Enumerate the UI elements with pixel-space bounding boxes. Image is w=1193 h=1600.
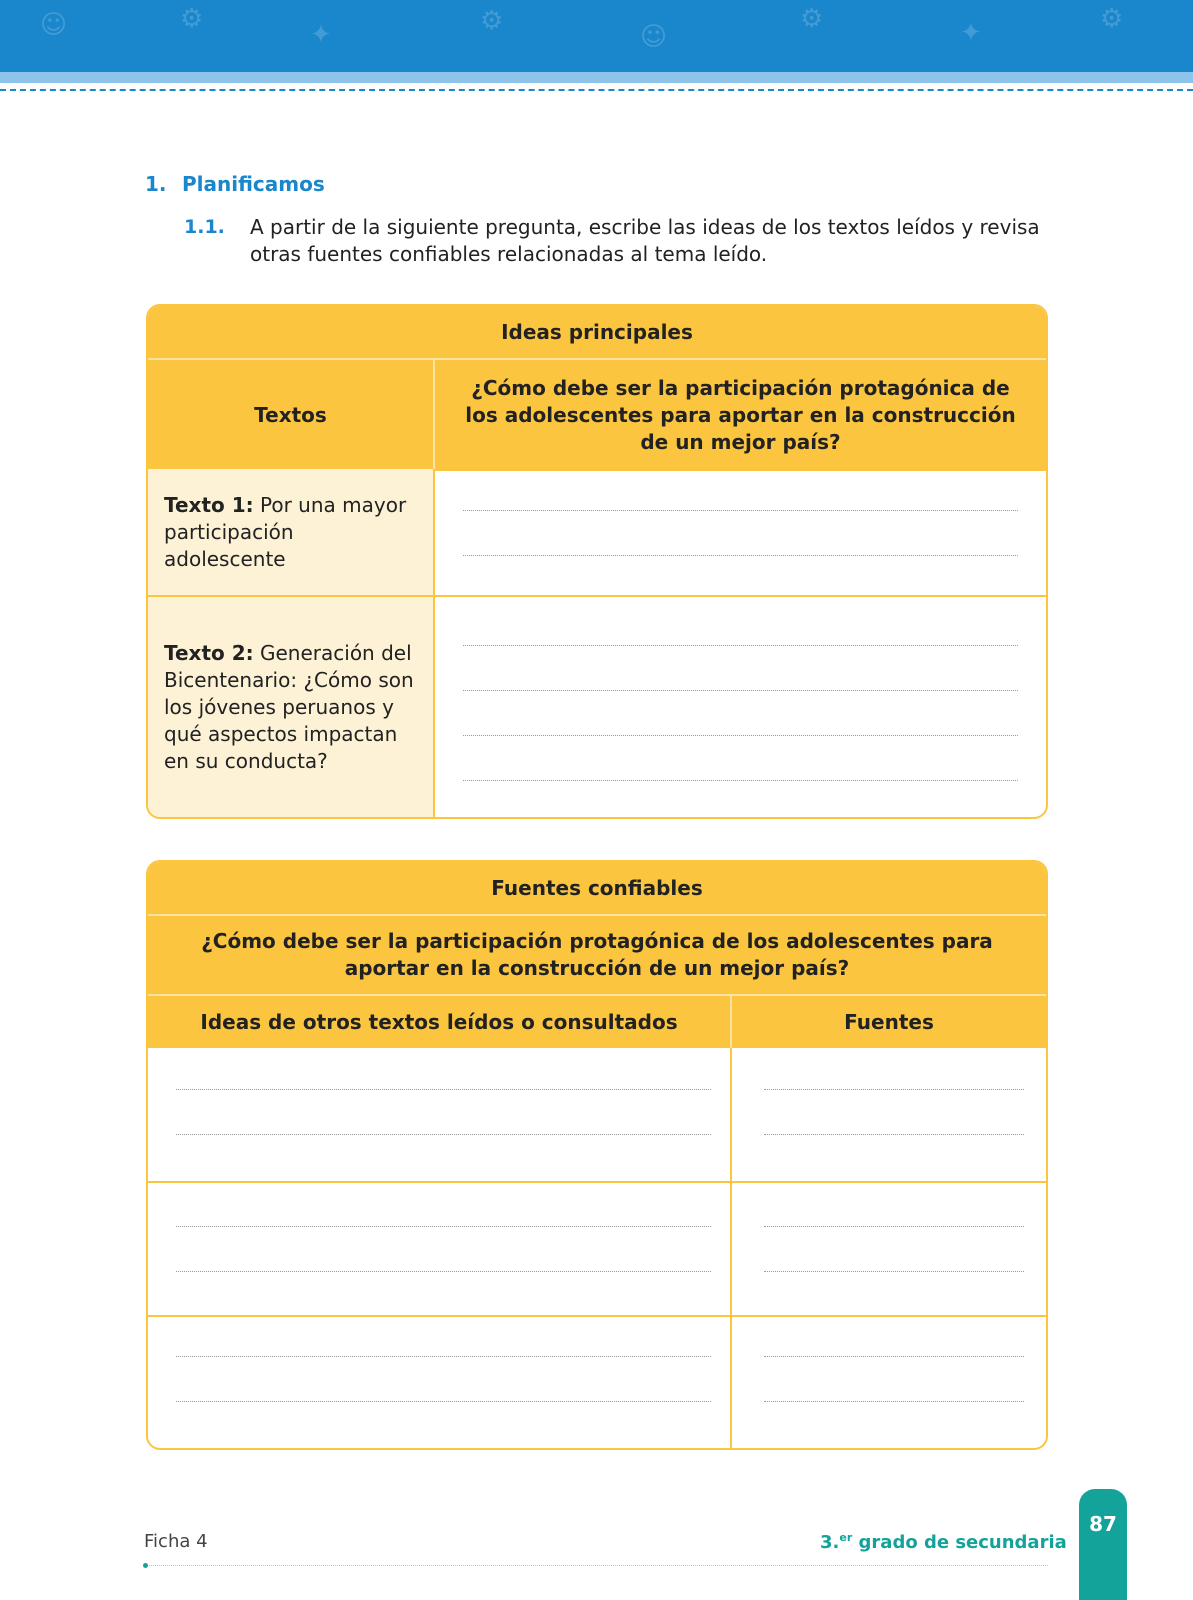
writing-line[interactable]	[764, 1356, 1024, 1357]
footer-dot	[143, 1563, 148, 1568]
writing-line[interactable]	[176, 1356, 711, 1357]
header-band	[0, 0, 1193, 72]
table1-col-textos: Textos	[148, 360, 433, 471]
table2-col-fuentes: Fuentes	[732, 996, 1046, 1048]
section-number: 1.	[145, 172, 167, 196]
gear-icon: ⚙	[800, 4, 824, 34]
lightbulb-icon: ✦	[310, 20, 332, 50]
gear-icon: ⚙	[180, 4, 204, 34]
footer-ficha: Ficha 4	[144, 1531, 208, 1552]
writing-line[interactable]	[764, 1271, 1024, 1272]
ideas-principales-table	[146, 304, 1048, 819]
section-title: Planificamos	[182, 172, 325, 196]
writing-line[interactable]	[764, 1226, 1024, 1227]
writing-line[interactable]	[176, 1401, 711, 1402]
subsection-instruction: A partir de la siguiente pregunta, escribe las ideas de los textos leídos y revisa otras fuentes confiables relacionadas al tema leído.	[250, 215, 1040, 266]
smiley-icon: ☺	[40, 10, 68, 40]
header-strip	[0, 72, 1193, 83]
gear-icon: ⚙	[1100, 4, 1124, 34]
table2-col-ideas: Ideas de otros textos leídos o consultados	[148, 996, 730, 1048]
writing-line[interactable]	[176, 1089, 711, 1090]
writing-line[interactable]	[764, 1089, 1024, 1090]
writing-line[interactable]	[463, 555, 1018, 556]
page-number-tab	[1079, 1489, 1127, 1600]
table2-title: Fuentes confiables	[148, 862, 1046, 914]
table1-title: Ideas principales	[148, 306, 1046, 358]
writing-line[interactable]	[463, 780, 1018, 781]
smiley-icon: ☺	[640, 22, 668, 52]
subsection-number: 1.1.	[184, 216, 225, 238]
table1-row-texto1: Texto 1: Por una mayor participación adolescente	[148, 469, 433, 595]
writing-line[interactable]	[463, 510, 1018, 511]
footer-grade: 3.$^{er}$ grado de secundaria	[820, 1531, 1067, 1553]
writing-line[interactable]	[463, 690, 1018, 691]
page-number: 87	[1089, 1512, 1117, 1536]
writing-line[interactable]	[764, 1401, 1024, 1402]
footer-line	[144, 1565, 1048, 1566]
gear-icon: ⚙	[480, 6, 504, 36]
writing-line[interactable]	[764, 1134, 1024, 1135]
table2-question: ¿Cómo debe ser la participación protagónica de los adolescentes para aportar en la construcción de un mejor país?	[148, 916, 1046, 994]
writing-line[interactable]	[463, 735, 1018, 736]
fuentes-confiables-table	[146, 860, 1048, 1450]
writing-line[interactable]	[176, 1226, 711, 1227]
writing-line[interactable]	[176, 1271, 711, 1272]
writing-line[interactable]	[463, 645, 1018, 646]
table1-row-texto2: Texto 2: Generación del Bicentenario: ¿Cómo son los jóvenes peruanos y qué aspectos impactan en su conducta?	[148, 597, 433, 817]
table1-col-question: ¿Cómo debe ser la participación protagónica de los adolescentes para aportar en la construcción de un mejor país?	[435, 360, 1046, 471]
writing-line[interactable]	[176, 1134, 711, 1135]
header-dashed-line	[0, 89, 1193, 91]
star-icon: ✦	[960, 18, 982, 48]
